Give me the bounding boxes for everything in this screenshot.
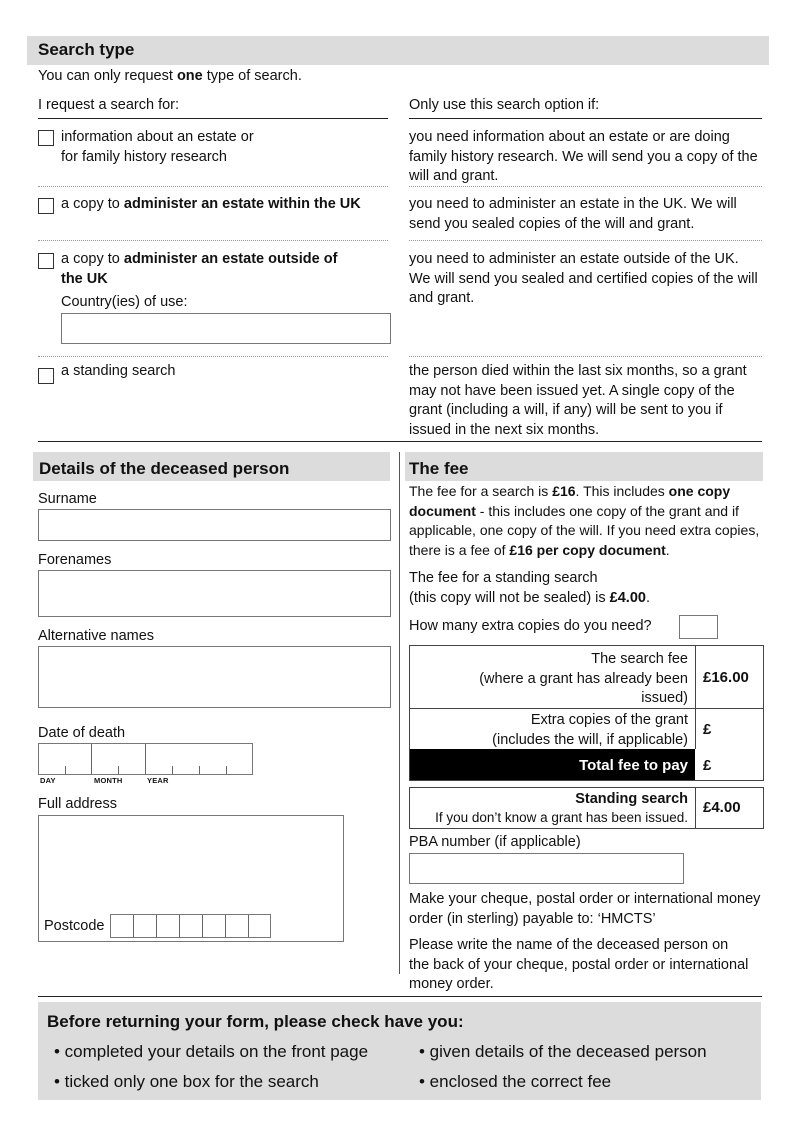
checklist-item: • given details of the deceased person — [419, 1042, 707, 1061]
divider — [226, 766, 227, 774]
extra-copies-value-field[interactable]: £ — [703, 721, 712, 738]
forenames-input[interactable] — [38, 570, 391, 617]
month-label: MONTH — [94, 776, 123, 785]
column-header-left: I request a search for: — [38, 97, 180, 113]
divider — [202, 915, 203, 937]
divider — [156, 915, 157, 937]
divider — [409, 240, 762, 241]
extra-copies-question: How many extra copies do you need? — [409, 618, 652, 634]
checkbox-family-history[interactable] — [38, 130, 54, 146]
date-of-death-label: Date of death — [38, 725, 126, 741]
full-address-label: Full address — [38, 796, 117, 812]
divider — [409, 356, 762, 357]
forenames-label: Forenames — [38, 552, 112, 568]
divider — [91, 744, 92, 774]
fee-description: The fee for a search is £16. This includes one copy document - this includes one copy of the grant and if applicable, one copy of the will. If you need extra copies, there is a fee of £16 per copy document. — [409, 483, 760, 558]
fee-title: The fee — [409, 459, 469, 478]
option-family-history-label: information about an estate or for family history research — [61, 129, 254, 165]
divider — [695, 646, 696, 749]
search-fee-value: £16.00 — [703, 669, 749, 686]
pba-number-input[interactable] — [409, 853, 684, 884]
year-label: YEAR — [147, 776, 169, 785]
divider — [38, 186, 388, 187]
divider — [179, 915, 180, 937]
extra-copies-input[interactable] — [679, 615, 718, 639]
option-standing-search-label: a standing search — [61, 363, 176, 379]
search-type-intro: You can only request one type of search. — [38, 68, 302, 84]
search-type-header-bar — [27, 36, 769, 65]
postcode-input[interactable] — [110, 914, 271, 938]
extra-copies-label: Extra copies of the grant (includes the will, if applicable) — [492, 712, 688, 748]
standing-search-fee-text: The fee for a standing search (this copy will not be sealed) is £4.00. — [409, 570, 650, 606]
divider — [248, 915, 249, 937]
divider — [172, 766, 173, 774]
checklist-item: • completed your details on the front page — [54, 1042, 369, 1061]
option-administer-outside-uk-desc: you need to administer an estate outside of the UK. We will send you sealed and certified copies of the will and grant. — [409, 251, 758, 306]
option-family-history-desc: you need information about an estate or are doing family history research. We will send you a copy of the will and grant. — [409, 129, 758, 184]
divider — [38, 441, 762, 442]
checklist-title: Before returning your form, please check have you: — [47, 1012, 464, 1031]
checklist-item: • ticked only one box for the search — [54, 1072, 319, 1091]
standing-search-table — [409, 787, 764, 829]
divider — [199, 766, 200, 774]
checkbox-administer-uk[interactable] — [38, 198, 54, 214]
alternative-names-input[interactable] — [38, 646, 391, 708]
divider — [145, 744, 146, 774]
divider — [38, 118, 388, 119]
checklist-item: • enclosed the correct fee — [419, 1072, 612, 1091]
standing-search-value: £4.00 — [703, 799, 741, 816]
standing-search-label: Standing search If you don’t know a grant has been issued. — [435, 791, 688, 825]
checkbox-administer-outside-uk[interactable] — [38, 253, 54, 269]
fee-table — [409, 645, 764, 781]
divider — [133, 915, 134, 937]
surname-label: Surname — [38, 491, 97, 507]
column-header-right: Only use this search option if: — [409, 97, 600, 113]
pba-number-label: PBA number (if applicable) — [409, 834, 581, 850]
surname-input[interactable] — [38, 509, 391, 541]
alternative-names-label: Alternative names — [38, 628, 155, 644]
postcode-label: Postcode — [44, 918, 105, 934]
divider — [695, 788, 696, 828]
day-label: DAY — [40, 776, 56, 785]
divider — [65, 766, 66, 774]
date-of-death-input[interactable] — [38, 743, 253, 775]
checkbox-standing-search[interactable] — [38, 368, 54, 384]
total-fee-label: Total fee to pay — [579, 757, 688, 774]
divider — [118, 766, 119, 774]
divider — [38, 240, 388, 241]
divider — [409, 186, 762, 187]
option-administer-uk-label: a copy to administer an estate within the UK — [61, 196, 361, 212]
divider — [409, 118, 762, 119]
divider — [225, 915, 226, 937]
country-of-use-label: Country(ies) of use: — [61, 294, 188, 310]
write-name-text: Please write the name of the deceased person on the back of your cheque, postal order or international money order. — [409, 937, 749, 992]
search-fee-label: The search fee (where a grant has already been issued) — [479, 651, 688, 706]
option-standing-search-desc: the person died within the last six months, so a grant may not have been issued yet. A single copy of the grant (including a will, if any) will be sent to you if issued in the next six months. — [409, 363, 747, 438]
total-fee-value-field[interactable]: £ — [703, 757, 712, 774]
deceased-title: Details of the deceased person — [39, 459, 290, 478]
option-administer-uk-desc: you need to administer an estate in the UK. We will send you sealed copies of the will and grant. — [409, 196, 737, 232]
country-of-use-input[interactable] — [61, 313, 391, 344]
search-type-title: Search type — [38, 40, 135, 59]
divider — [38, 356, 388, 357]
column-divider — [399, 452, 400, 974]
divider — [38, 996, 762, 997]
payable-to-text: Make your cheque, postal order or international money order (in sterling) payable to: ‘HMCTS’ — [409, 891, 761, 927]
option-administer-outside-uk-label: a copy to administer an estate outside of the UK — [61, 251, 338, 287]
